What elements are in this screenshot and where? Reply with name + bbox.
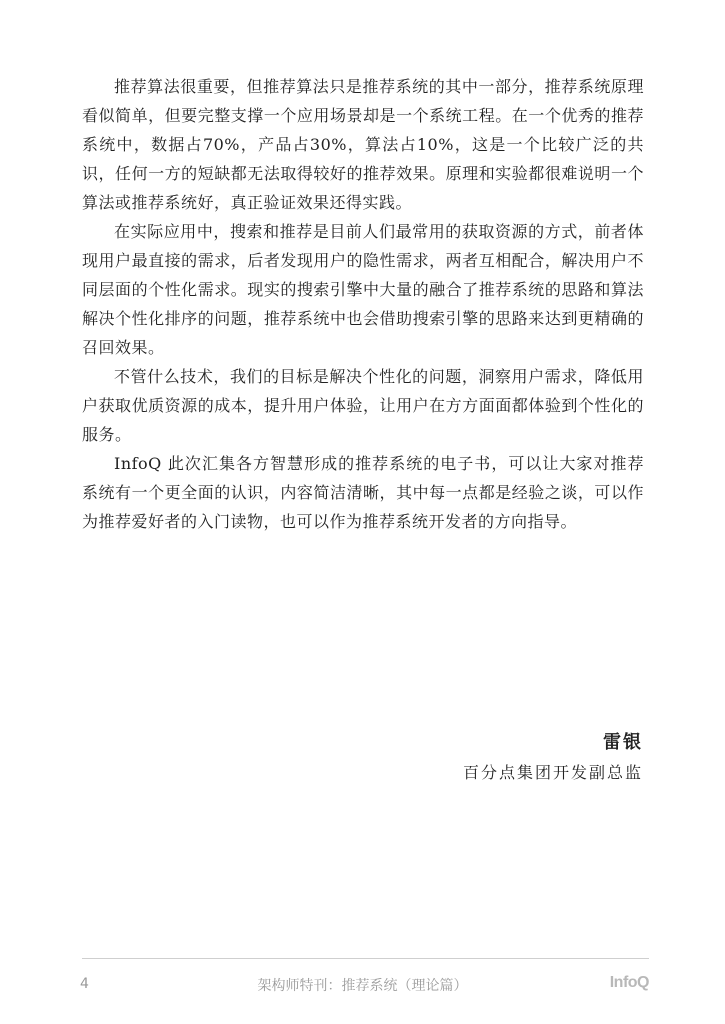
footer-divider [82,958,649,959]
paragraph: 推荐算法很重要，但推荐算法只是推荐系统的其中一部分，推荐系统原理看似简单，但要完整支撑一个应用场景却是一个系统工程。在一个优秀的推荐系统中，数据占70%，产品占30%，算法占10%，这是一个比较广泛的共识，任何一方的短缺都无法取得较好的推荐效果。原理和实验都很难说明一个算法或推荐系统好，真正验证效果还得实践。 [82,77,644,212]
paragraph: 在实际应用中，搜索和推荐是目前人们最常用的获取资源的方式，前者体现用户最直接的需求，后者发现用户的隐性需求，两者互相配合，解决用户不同层面的个性化需求。现实的搜索引擎中大量的融合了推荐系统的思路和算法解决个性化排序的问题，推荐系统中也会借助搜索引擎的思路来达到更精确的召回效果。 [82,222,644,357]
signature-name: 雷银 [603,732,643,753]
signature-title: 百分点集团开发副总监 [462,763,643,782]
page-number: 4 [80,976,89,992]
footer-book-title: 架构师特刊：推荐系统（理论篇） [257,978,468,994]
body-text [82,72,644,536]
paragraph: InfoQ 此次汇集各方智慧形成的推荐系统的电子书，可以让大家对推荐系统有一个更全面的认识，内容简洁清晰，其中每一点都是经验之谈，可以作为推荐爱好者的入门读物，也可以作为推荐系统开发者的方向指导。 [82,454,644,531]
paragraph: 不管什么技术，我们的目标是解决个性化的问题，洞察用户需求，降低用户获取优质资源的成本，提升用户体验，让用户在方方面面都体验到个性化的服务。 [82,367,644,444]
infoq-logo: InfoQ [609,974,649,991]
